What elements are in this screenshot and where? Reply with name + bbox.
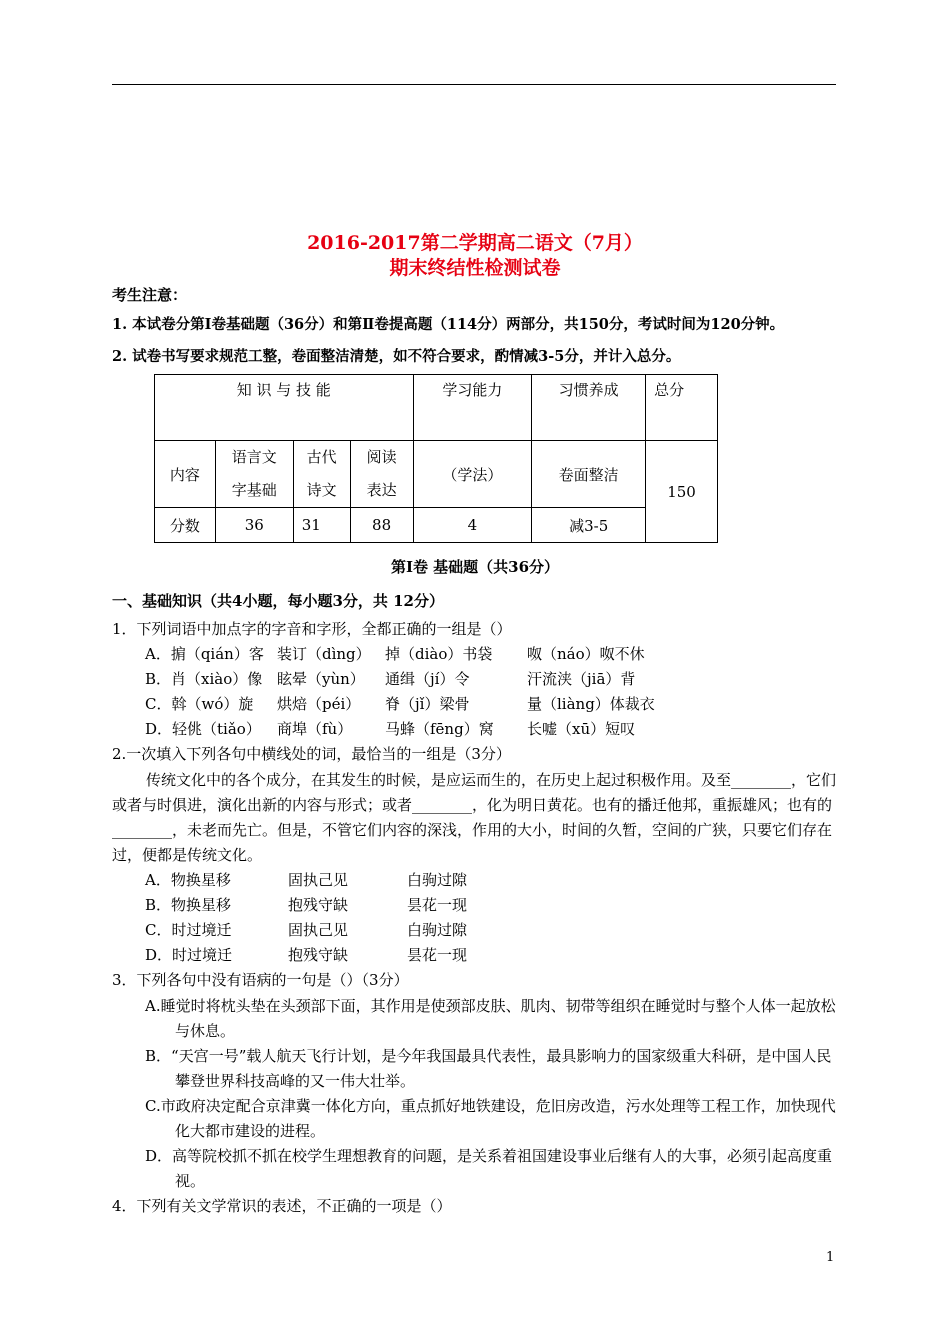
q3-option-c: C.市政府决定配合京津冀一体化方向，重点抓好地铁建设，危旧房改造，污水处理等工程工作，加快现代化大都市建设的进程。 [145,1097,836,1140]
score-table [154,374,718,543]
header-learning: 学习能力 [413,375,532,441]
score-neatness: 减3-5 [532,508,646,543]
cell-classics [293,441,350,508]
q1-option-a: A．掮（qián）客 装订（dìng） 掉（diào）书袋 呶（náo）呶不休 [145,645,645,663]
q1-option-d: D．轻佻（tiǎo） 商埠（fù） 马蜂（fēng）窝 长嘘（xū）短叹 [145,720,636,738]
q3-option-b: B．“天宫一号”载人航天飞行计划，是今年我国最具代表性，最具影响力的国家级重大科研，是中国人民攀登世界科技高峰的又一伟大壮举。 [145,1047,832,1090]
q3-option-a: A.睡觉时将枕头垫在头颈部下面，其作用是使颈部皮肤、肌肉、韧带等组织在睡觉时与整个人体一起放松与休息。 [145,997,836,1040]
cell-reading-l1: 阅读 [366,448,397,466]
row-label-score: 分数 [155,508,216,543]
score-language: 36 [215,508,293,543]
q3-option-d: D．高等院校抓不抓在校学生理想教育的问题，是关系着祖国建设事业后继有人的大事，必须引起高度重视。 [145,1147,833,1190]
cell-reading-l2: 表达 [366,481,397,499]
cell-language-l2: 字基础 [231,481,277,499]
page-number: 1 [826,1250,835,1265]
score-classics: 31 [293,508,350,543]
q2-option-b: B．物换星移 抱残守缺 昙花一现 [145,896,468,914]
cell-classics-l1: 古代 [306,448,337,466]
header-rule [112,84,836,85]
q2-option-a: A．物换星移 固执己见 白驹过隙 [145,871,468,889]
q1-stem: 1．下列词语中加点字的字音和字形，全都正确的一组是（） [112,620,512,638]
score-method: 4 [413,508,532,543]
header-habit: 习惯养成 [532,375,646,441]
cell-language [215,441,293,508]
q1-option-b: B．肖（xiào）像 眩晕（yùn） 通缉（jí）令 汗流浃（jiā）背 [145,670,636,688]
part1-title: 第Ⅰ卷 基础题（共36分） [390,558,560,576]
cell-method: （学法） [413,441,532,508]
cell-reading [350,441,413,508]
notice-heading: 考生注意： [112,286,188,304]
cell-total-score: 150 [646,441,718,543]
header-knowledge: 知 识 与 技 能 [155,375,414,441]
section1-title: 一、基础知识（共4小题，每小题3分，共 12分） [112,592,444,610]
exam-title-line1: 2016-2017第二学期高二语文（7月） [307,232,643,254]
q2-passage: 传统文化中的各个成分，在其发生的时候，是应运而生的，在历史上起过积极作用。及至________，它们或者与时俱进，演化出新的内容与形式；或者________，化为明日黄花。也有的播迁他邦，重振雄风；也有的________，未老而先亡。但是，不管它们内容的深浅，作用的大小，时间的久暂，空间的广狭，只要它们存在过，便都是传统文化。 [112,771,837,864]
q2-stem: 2.一次填入下列各句中横线处的词，最恰当的一组是（3分） [112,745,511,763]
row-label-content: 内容 [155,441,216,508]
notice-item-2: 2. 试卷书写要求规范工整，卷面整洁清楚，如不符合要求，酌情减3-5分，并计入总分。 [112,348,681,365]
score-reading: 88 [350,508,413,543]
q2-option-d: D．时过境迁 抱残守缺 昙花一现 [145,946,468,964]
q2-option-c: C．时过境迁 固执己见 白驹过隙 [145,921,468,939]
cell-language-l1: 语言文 [231,448,277,466]
q3-stem: 3．下列各句中没有语病的一句是（）（3分） [112,971,409,989]
header-total: 总分 [646,375,718,441]
notice-item-1: 1. 本试卷分第Ⅰ卷基础题（36分）和第Ⅱ卷提高题（114分）两部分，共150分，考试时间为120分钟。 [112,316,785,333]
exam-title-line2: 期末终结性检测试卷 [389,257,561,279]
cell-classics-l2: 诗文 [306,481,337,499]
cell-neatness: 卷面整洁 [532,441,646,508]
q4-stem: 4．下列有关文学常识的表述，不正确的一项是（） [112,1197,452,1215]
q1-option-c: C．斡（wó）旋 烘焙（péi） 脊（jǐ）梁骨 量（liàng）体裁衣 [145,695,655,713]
